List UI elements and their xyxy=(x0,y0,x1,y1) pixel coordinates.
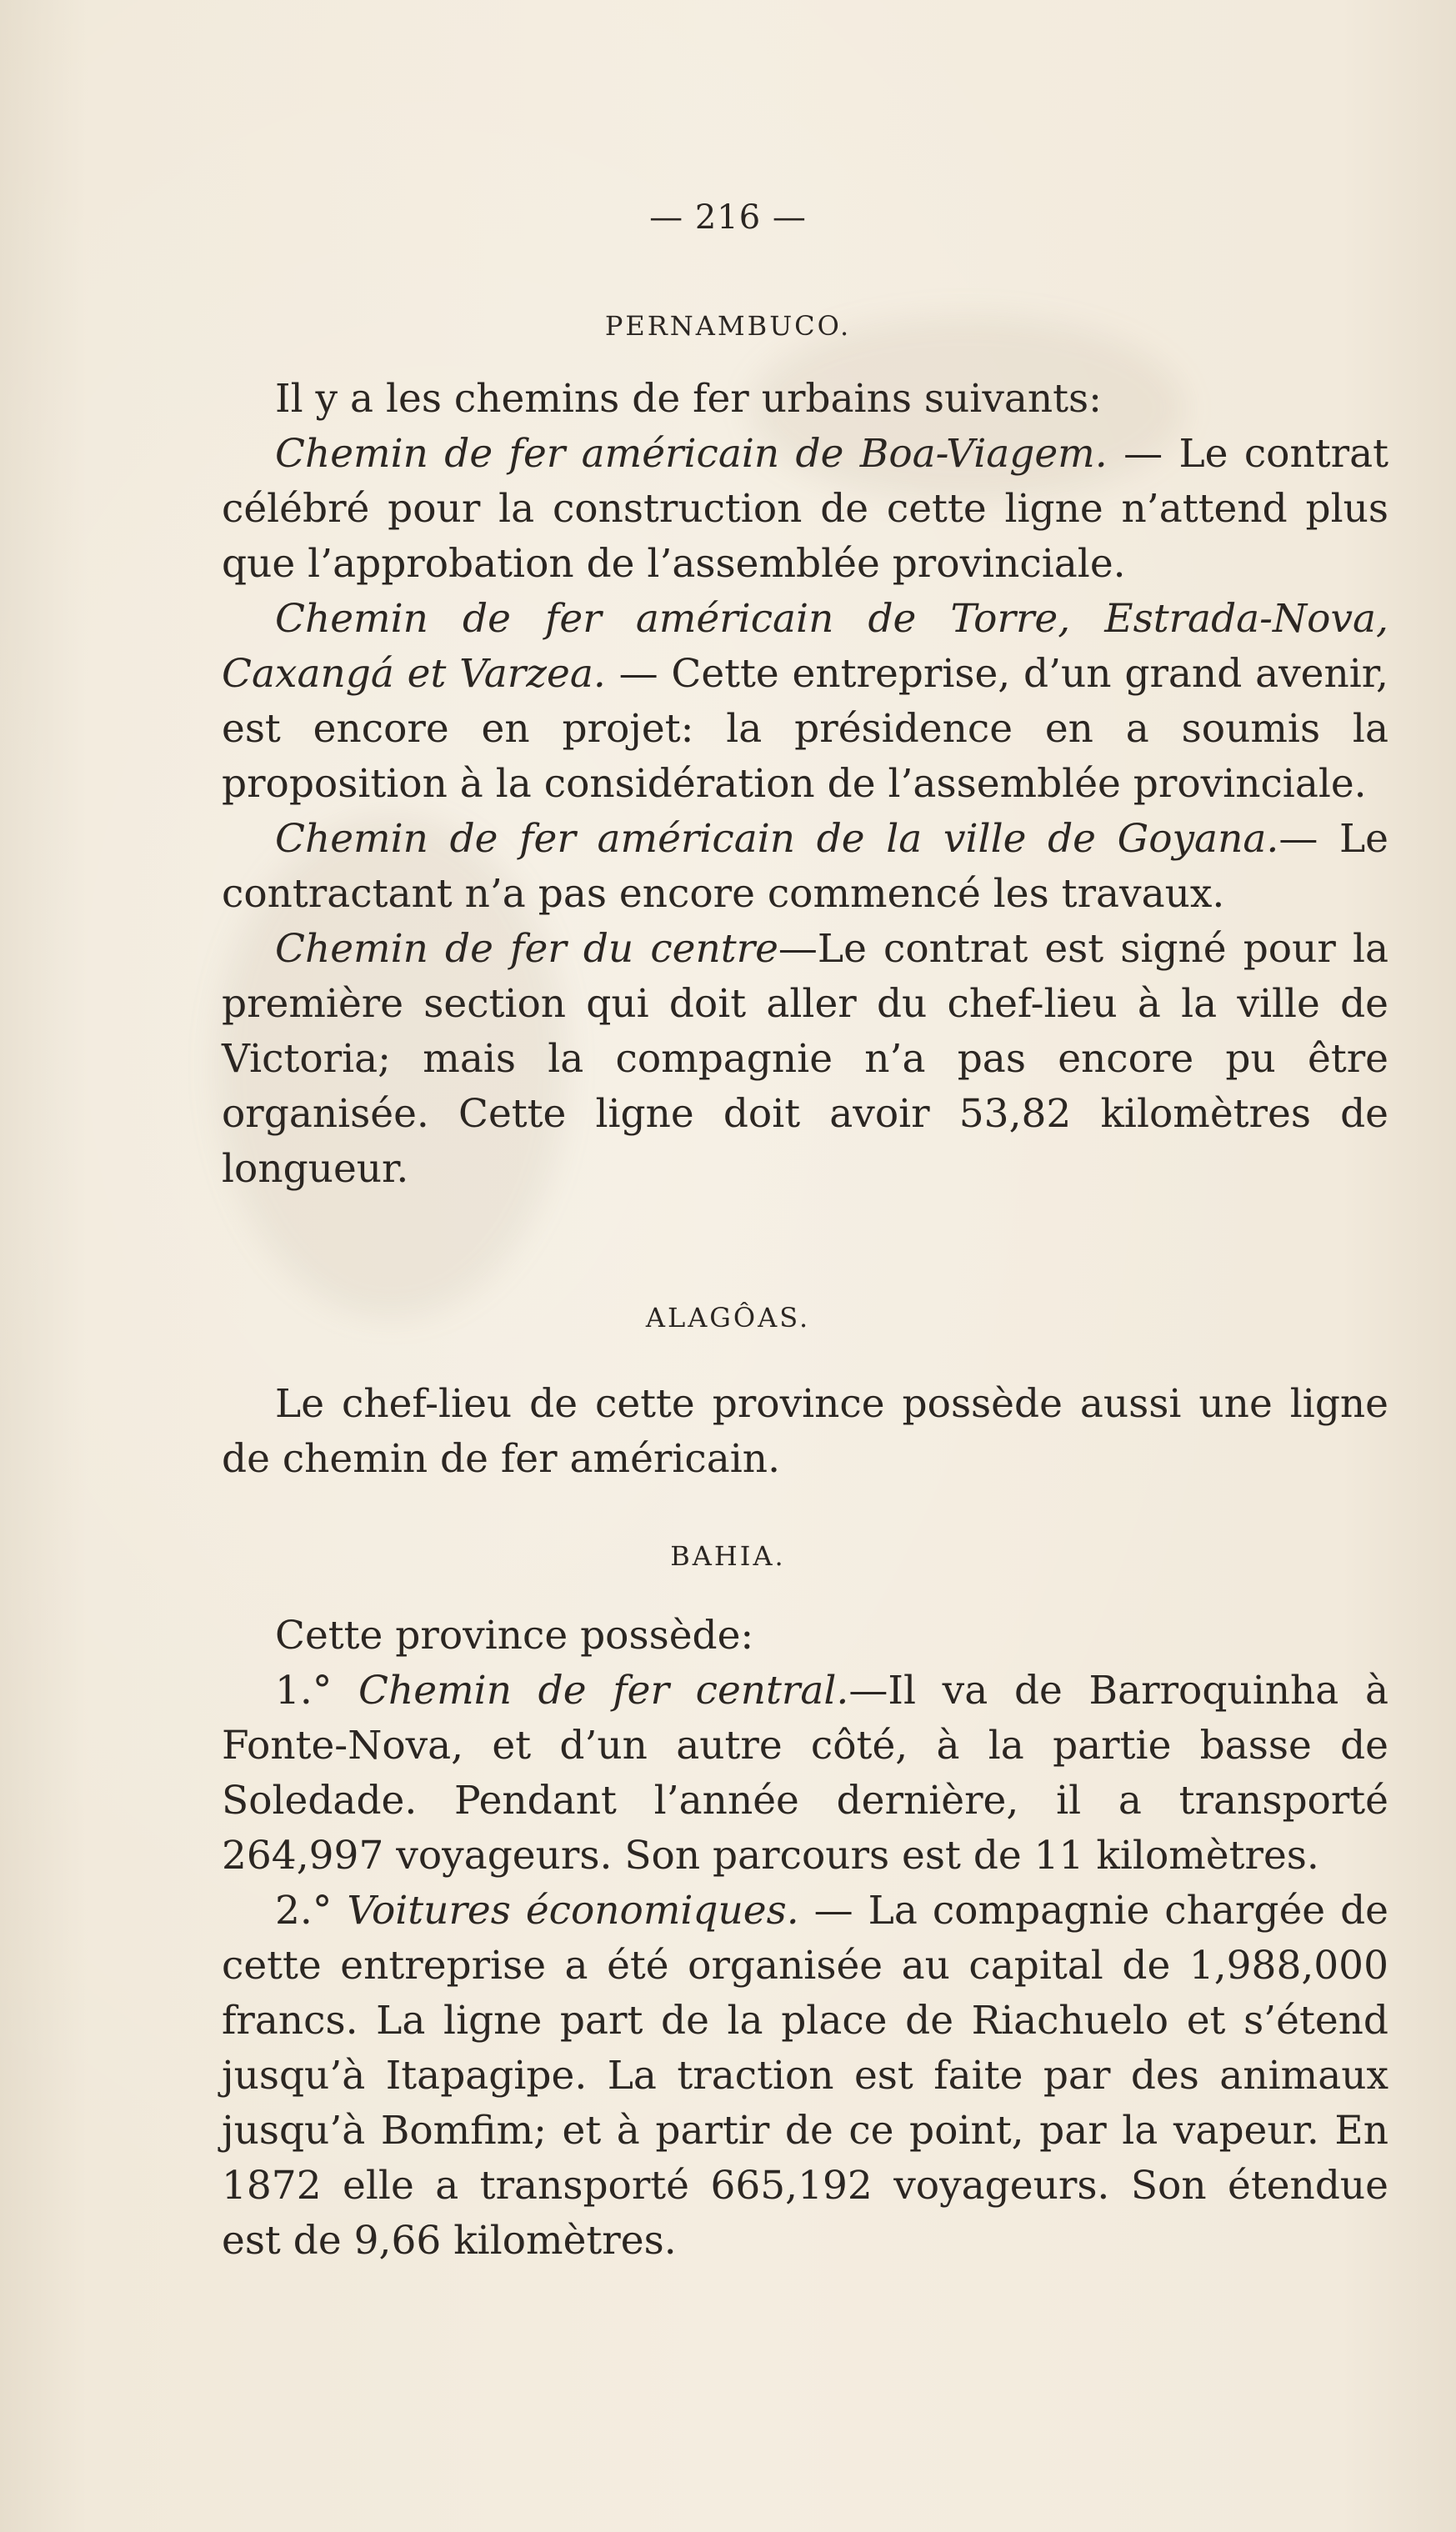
section-title-alagoas: ALAGÔAS. xyxy=(645,1302,811,1334)
paragraph-heading: Voitures économiques. xyxy=(347,1888,799,1934)
paragraph xyxy=(222,1884,1388,2269)
paragraph-heading: Chemin de fer américain de Boa-Viagem. xyxy=(275,431,1108,477)
section-body-bahia xyxy=(222,1609,1388,2269)
paragraph-text: — Cette entreprise, d’un grand avenir, est encore en projet: la présidence en a soumis la proposition à la considération de l’assemblée provinciale. xyxy=(222,651,1388,807)
paragraph xyxy=(222,372,1388,427)
section-body-alagoas xyxy=(222,1377,1388,1487)
paragraph-text: — Le contrat célébré pour la construction de cette ligne n’attend plus que l’approbation de l’assemblée provinciale. xyxy=(222,431,1388,587)
paragraph-heading: Chemin de fer central. xyxy=(358,1668,849,1714)
paragraph xyxy=(222,1664,1388,1884)
paragraph xyxy=(222,1377,1388,1487)
paragraph-heading: Chemin de fer américain de la ville de Goyana. xyxy=(275,816,1279,862)
paragraph-text: Cette province possède: xyxy=(275,1613,754,1659)
paragraph xyxy=(222,922,1388,1197)
page-number: — 216 — xyxy=(649,198,807,237)
paragraph-heading: Chemin de fer américain de Torre, Estrada-Nova, Caxangá et Varzea. xyxy=(222,596,1388,697)
paragraph-text: Le chef-lieu de cette province possède aussi une ligne de chemin de fer américain. xyxy=(222,1381,1388,1482)
paragraph-text: Il y a les chemins de fer urbains suivants: xyxy=(275,376,1103,422)
paragraph xyxy=(222,1609,1388,1664)
paragraph xyxy=(222,812,1388,922)
section-body-pernambuco xyxy=(222,372,1388,1197)
paragraph-number: 2.° xyxy=(275,1888,348,1934)
section-title-pernambuco: PERNAMBUCO. xyxy=(604,310,852,342)
paragraph-number: 1.° xyxy=(275,1668,359,1714)
paragraph xyxy=(222,427,1388,592)
paragraph-text: —Il va de Barroquinha à Fonte-Nova, et d’un autre côté, à la partie basse de Soledade. Pendant l’année dernière, il a transporté 264,997 voyageurs. Son parcours est de 11 kilomètres. xyxy=(222,1668,1388,1879)
paragraph-text: — La compagnie chargée de cette entreprise a été organisée au capital de 1,988,000 francs. La ligne part de la place de Riachuelo et s’étend jusqu’à Itapagipe. La traction est faite par des animaux jusqu’à Bomfim; et à partir de ce point, par la vapeur. En 1872 elle a transporté 665,192 voyageurs. Son étendue est de 9,66 kilomètres. xyxy=(222,1888,1388,2264)
paragraph-text: — Le contractant n’a pas encore commencé les travaux. xyxy=(222,816,1389,917)
section-title-bahia: BAHIA. xyxy=(670,1540,786,1572)
paragraph-text: —Le contrat est signé pour la première section qui doit aller du chef-lieu à la ville de Victoria; mais la compagnie n’a pas encore pu être organisée. Cette ligne doit avoir 53,82 kilomètres de longueur. xyxy=(222,926,1388,1192)
paragraph xyxy=(222,592,1388,812)
paragraph-heading: Chemin de fer du centre xyxy=(275,926,778,972)
